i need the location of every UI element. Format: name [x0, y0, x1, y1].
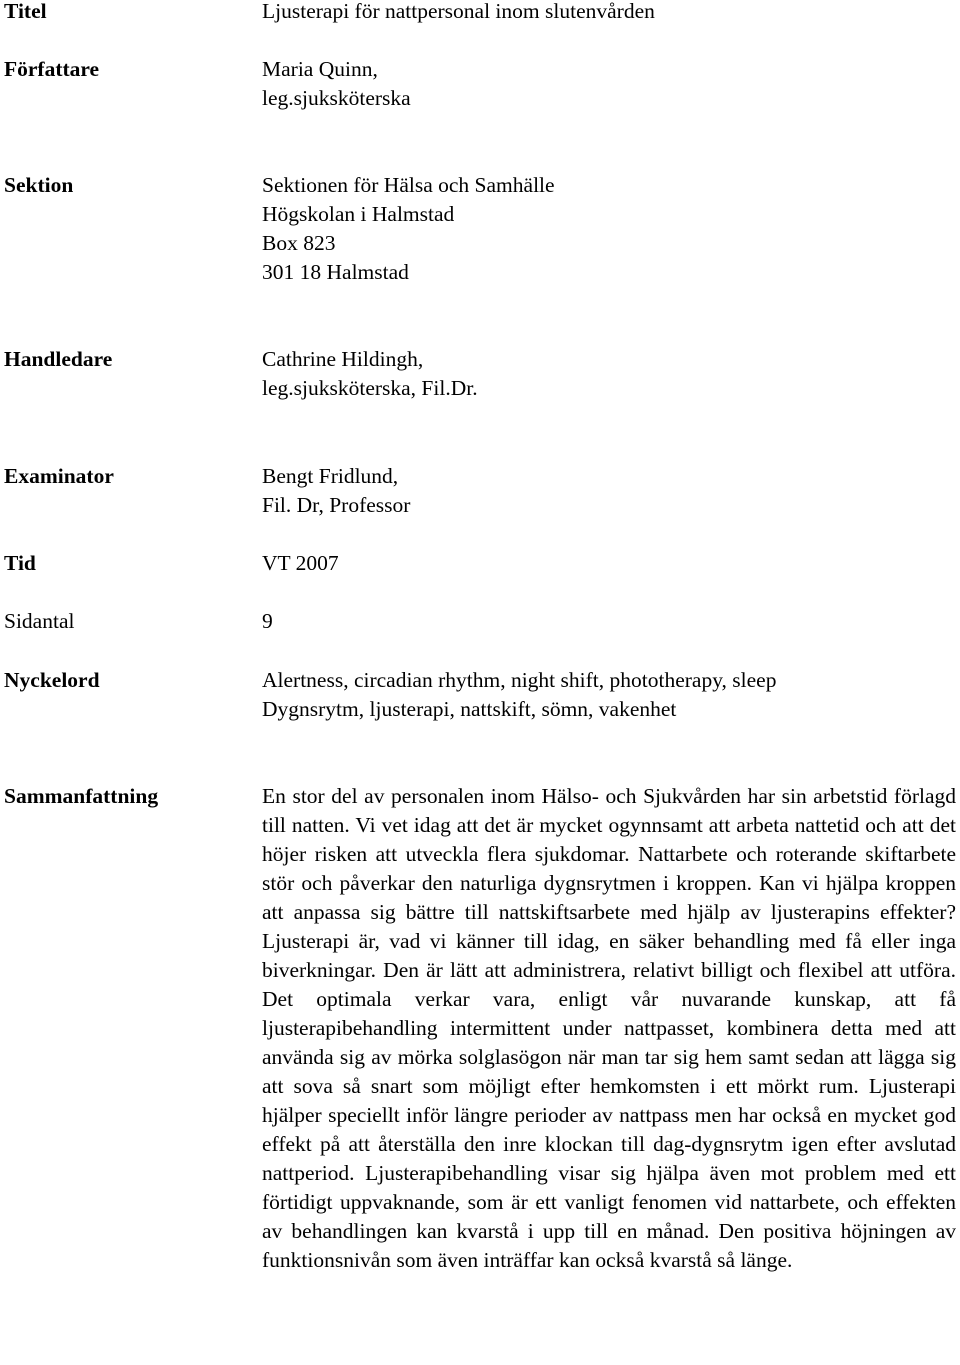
- handledare-line-2: leg.sjuksköterska, Fil.Dr.: [262, 376, 478, 400]
- sektion-value: [262, 171, 555, 287]
- forfattare-line-2: leg.sjuksköterska: [262, 86, 411, 110]
- sektion-label: Sektion: [4, 173, 74, 197]
- forfattare-line-1: Maria Quinn,: [262, 57, 378, 81]
- sammanfattning-text: En stor del av personalen inom Hälso- och Sjukvården har sin arbetstid förlagd till natten. Vi vet idag att det är mycket ogynnsamt att arbeta nattetid och att det höjer risken att utveckla flera sjukdomar. Nattarbete och roterande skiftarbete stör och påverkar den naturliga dygnsrytmen i kroppen. Kan vi hjälpa kroppen att anpassa sig bättre till nattskiftsarbete med hjälp av ljusterapins effekter? Ljusterapi är, vad vi känner till idag, en säker behandling med få eller inga biverkningar. Den är lätt att administrera, relativt billigt och flexibel att utföra. Det optimala verkar vara, enligt vår nuvarande kunskap, att få ljusterapibehandling intermittent under nattpasset, kombinera detta med att använda sig av mörka solglasögon när man tar sig hem samt sedan att lägga sig att sova så snart som möjligt efter hemkomsten i ett mörkt rum. Ljusterapi hjälper speciellt inför längre perioder av nattpass men har också en mycket god effekt på att återställa den inre klockan till dag-dygnsrytm igen efter avslutad nattperiod. Ljusterapibehandling visar sig hjälpa även mot problem med ett förtidigt uppvaknande, som är ett vanligt fenomen vid nattarbete, och effekten av behandlingen kan kvarstå i upp till en månad. Den positiva höjningen av funktionsnivån som även inträffar kan också kvarstå så länge.: [262, 784, 956, 1272]
- sidantal-value: 9: [262, 609, 273, 633]
- sektion-line-3: Box 823: [262, 231, 336, 255]
- forfattare-label: Författare: [4, 57, 100, 81]
- examinator-line-1: Bengt Fridlund,: [262, 464, 399, 488]
- nyckelord-value: [262, 666, 776, 724]
- handledare-value: [262, 345, 478, 403]
- nyckelord-line-1: Alertness, circadian rhythm, night shift, phototherapy, sleep: [262, 668, 777, 692]
- titel-label: Titel: [4, 0, 47, 23]
- handledare-line-1: Cathrine Hildingh,: [262, 347, 424, 371]
- sammanfattning-label: Sammanfattning: [4, 784, 159, 808]
- titel-value: Ljusterapi för nattpersonal inom slutenvården: [262, 0, 655, 23]
- handledare-label: Handledare: [4, 347, 113, 371]
- forfattare-value: [262, 55, 411, 113]
- sektion-line-2: Högskolan i Halmstad: [262, 202, 455, 226]
- sektion-line-1: Sektionen för Hälsa och Samhälle: [262, 173, 555, 197]
- tid-label: Tid: [4, 551, 36, 575]
- examinator-label: Examinator: [4, 464, 114, 488]
- examinator-line-2: Fil. Dr, Professor: [262, 493, 411, 517]
- nyckelord-label: Nyckelord: [4, 668, 100, 692]
- examinator-value: [262, 462, 410, 520]
- sektion-line-4: 301 18 Halmstad: [262, 260, 409, 284]
- tid-value: VT 2007: [262, 551, 339, 575]
- sidantal-label: Sidantal: [4, 609, 75, 633]
- nyckelord-line-2: Dygnsrytm, ljusterapi, nattskift, sömn, vakenhet: [262, 697, 677, 721]
